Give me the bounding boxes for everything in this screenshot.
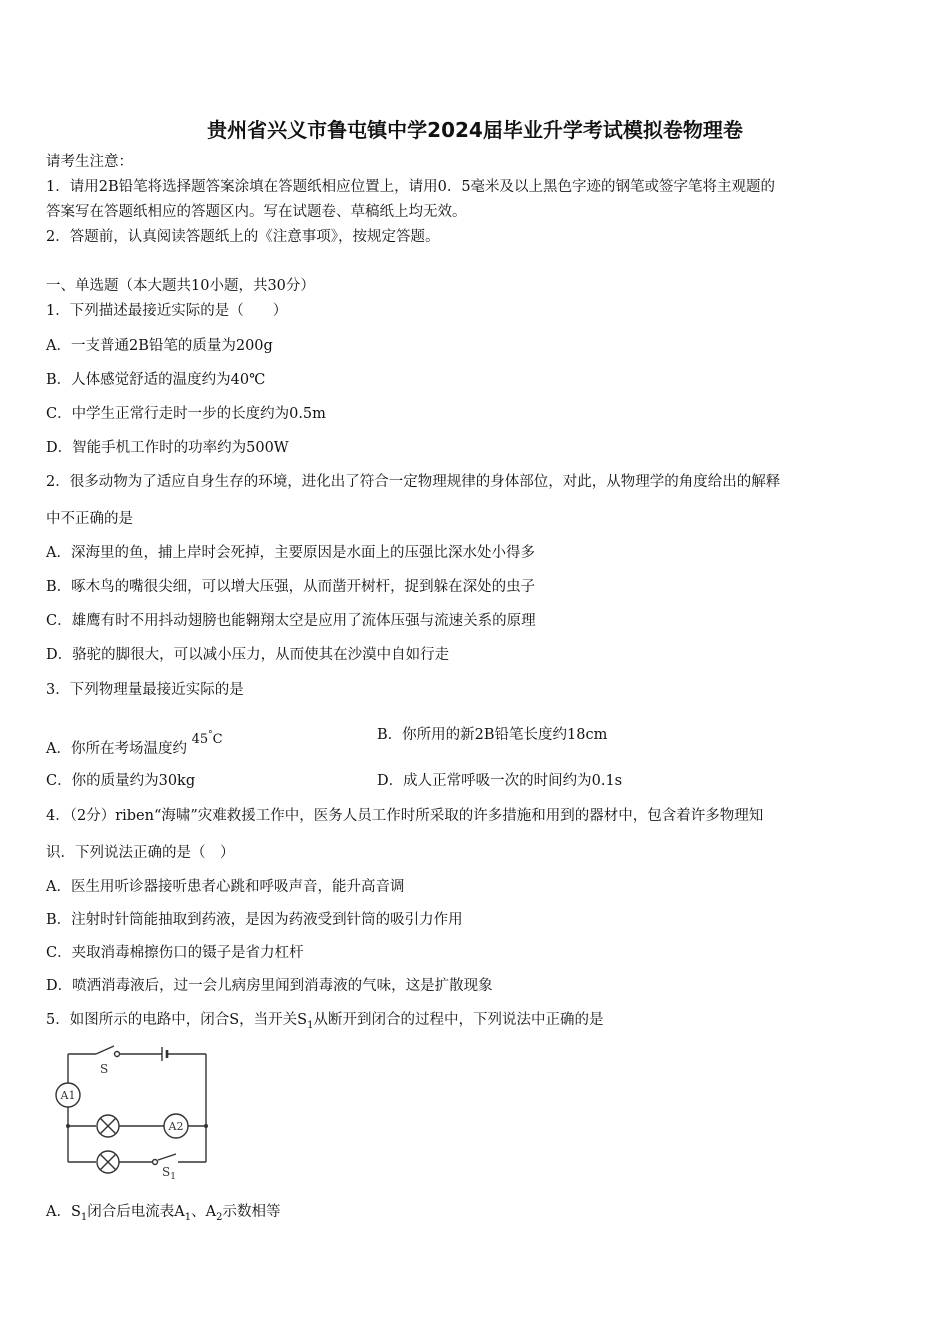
exam-title: 贵州省兴义市鲁屯镇中学2024届毕业升学考试模拟卷物理卷	[207, 118, 743, 142]
notice-item2: 2．答题前，认真阅读答题纸上的《注意事项》，按规定答题。	[46, 229, 440, 245]
q1-option-c: C．中学生正常行走时一步的长度约为0.5m	[46, 406, 326, 422]
q5-option-a-post: 示数相等	[222, 1204, 281, 1220]
notice-item1-line1: 1．请用2B铅笔将选择题答案涂填在答题纸相应位置上，请用0．5毫米及以上黑色字迹的钢笔或签字笔将主观题的	[46, 179, 776, 195]
q5-option-a-mid2: 、A	[191, 1204, 217, 1220]
q3-option-a-unit: C	[212, 732, 223, 747]
switch-s-label: S	[100, 1062, 109, 1076]
ammeter-a2-label: A2	[168, 1120, 184, 1133]
q4-stem-line1: 4．（2分）riben“海啸”灾难救援工作中，医务人员工作时所采取的许多措施和用到的器材中，包含着许多物理知	[46, 808, 764, 824]
q3-option-c: C．你的质量约为30kg	[46, 773, 196, 789]
q1-stem: 1．下列描述最接近实际的是（ ）	[46, 303, 288, 319]
q3-option-a-text: A．你所在考场温度约	[46, 741, 187, 757]
q5-stem-post: 从断开到闭合的过程中，下列说法中正确的是	[313, 1012, 604, 1028]
q5-stem-sub: 1	[307, 1019, 314, 1031]
q2-option-d: D．骆驼的脚很大，可以减小压力，从而使其在沙漠中自如行走	[46, 647, 450, 663]
q4-option-d: D．喷洒消毒液后，过一会儿病房里闻到消毒液的气味，这是扩散现象	[46, 978, 493, 994]
q3-option-d: D．成人正常呼吸一次的时间约为0.1s	[377, 773, 623, 789]
q2-stem-line1: 2．很多动物为了适应自身生存的环境，进化出了符合一定物理规律的身体部位，对此，从物理学的角度给出的解释	[46, 474, 781, 490]
q1-option-a: A．一支普通2B铅笔的质量为200g	[46, 338, 273, 354]
q2-option-a: A．深海里的鱼，捕上岸时会死掉，主要原因是水面上的压强比深水处小得多	[46, 545, 535, 561]
q1-option-d: D．智能手机工作时的功率约为500W	[46, 440, 289, 456]
q4-stem-line2: 识．下列说法正确的是（ ）	[46, 845, 235, 861]
q4-option-b: B．注射时针筒能抽取到药液，是因为药液受到针筒的吸引力作用	[46, 912, 463, 928]
q5-option-a-sub3: 2	[216, 1211, 223, 1223]
q5-option-a-sub1: 1	[80, 1211, 88, 1223]
q4-option-a: A．医生用听诊器接听患者心跳和呼吸声音，能升高音调	[46, 879, 405, 895]
q2-option-b: B．啄木鸟的嘴很尖细，可以增大压强，从而凿开树杆，捉到躲在深处的虫子	[46, 579, 536, 595]
q3-stem: 3．下列物理量最接近实际的是	[46, 682, 244, 698]
section-heading: 一、单选题（本大题共10小题，共30分）	[46, 278, 315, 294]
q5-option-a-pre: A．S	[46, 1204, 81, 1220]
q1-option-b: B．人体感觉舒适的温度约为40℃	[46, 372, 266, 388]
q5-stem	[46, 1010, 603, 1036]
circuit-diagram	[52, 1042, 212, 1182]
q3-option-a: A．你所在考场温度约 45°C	[46, 730, 223, 757]
notice-heading: 请考生注意：	[46, 154, 133, 170]
ammeter-a1-label: A1	[60, 1089, 76, 1102]
switch-s1-label: $S_1$	[162, 1165, 176, 1182]
q2-stem-line2: 中不正确的是	[46, 511, 133, 527]
q5-option-a-mid: 闭合后电流表A	[87, 1204, 185, 1220]
q2-option-c: C．雄鹰有时不用抖动翅膀也能翱翔太空是应用了流体压强与流速关系的原理	[46, 613, 536, 629]
q3-option-a-value: 45	[191, 732, 209, 747]
q5-option-a-sub2: 1	[184, 1211, 192, 1223]
q5-option-a	[46, 1202, 281, 1228]
q3-option-b: B．你所用的新2B铅笔长度约18cm	[377, 727, 608, 743]
q4-option-c: C．夹取消毒棉擦伤口的镊子是省力杠杆	[46, 945, 304, 961]
q5-stem-pre: 5．如图所示的电路中，闭合S，当开关S	[46, 1012, 308, 1028]
notice-item1-line2: 答案写在答题纸相应的答题区内。写在试题卷、草稿纸上均无效。	[46, 204, 467, 220]
